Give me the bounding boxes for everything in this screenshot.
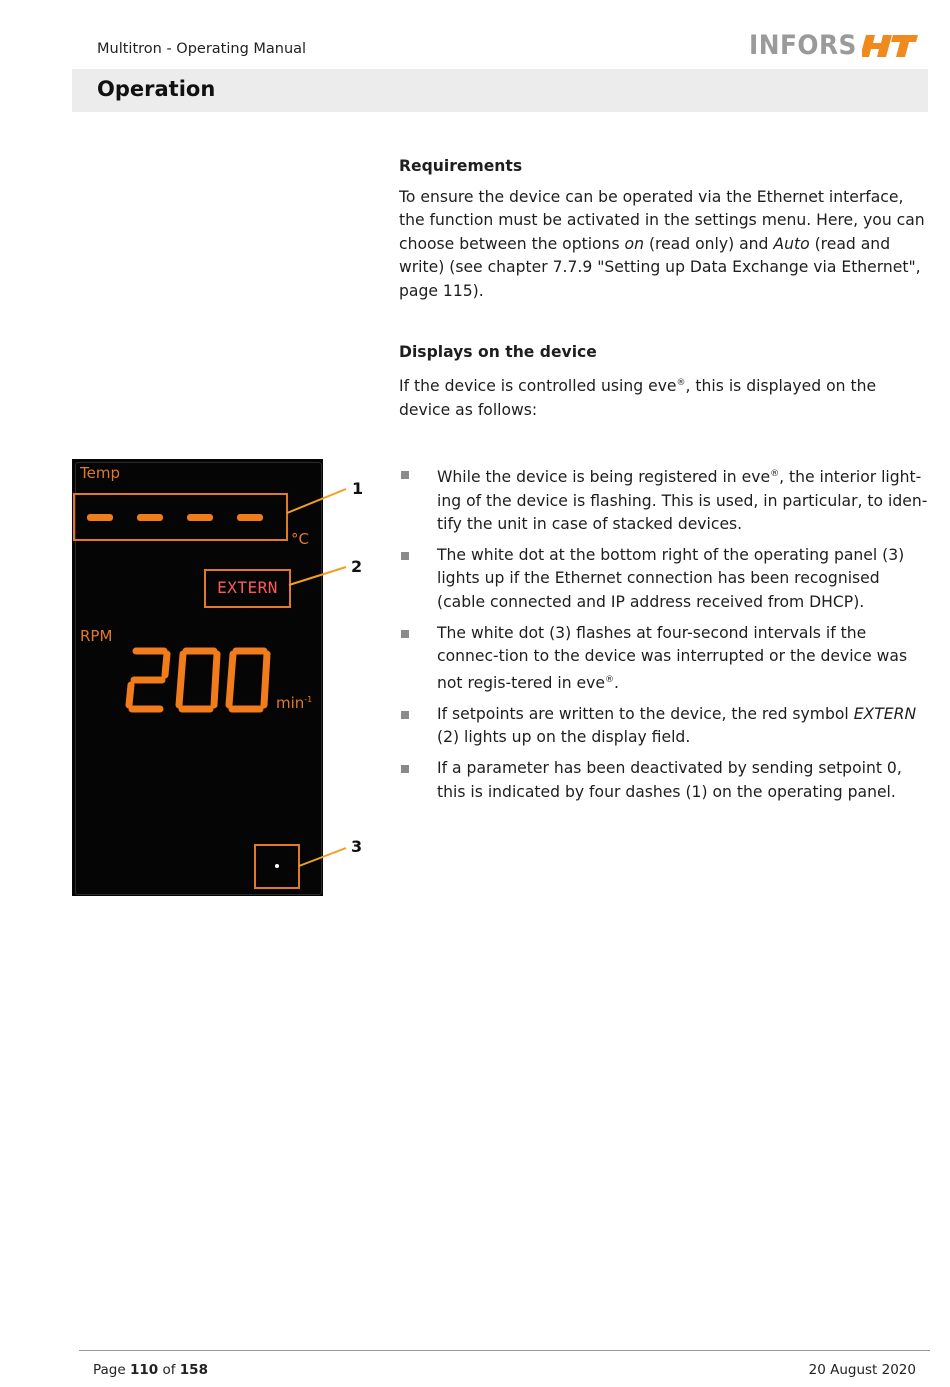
rpm-label: RPM [80, 627, 113, 645]
list-item [399, 757, 929, 804]
temp-unit: °C [291, 530, 309, 548]
rpm-digit-0-second [229, 651, 267, 709]
square-bullet-icon [401, 765, 409, 773]
rpm-unit [276, 694, 312, 712]
displays-heading: Displays on the device [399, 343, 597, 361]
extern-term: EXTERN [853, 704, 917, 723]
temp-display-highlight [73, 493, 288, 541]
extern-symbol: EXTERN [217, 578, 278, 597]
requirements-paragraph [399, 186, 929, 303]
requirements-heading: Requirements [399, 157, 523, 175]
temp-dash-4 [237, 514, 263, 521]
registered-mark: ® [770, 469, 780, 479]
section-header-bar [72, 69, 928, 112]
displays-text-2: , this is displayed on the device as follows: [399, 377, 877, 419]
total-pages: 158 [179, 1362, 208, 1378]
list-item [399, 463, 929, 536]
square-bullet-icon [401, 552, 409, 560]
rpm-unit-exponent: -1 [304, 695, 313, 704]
brand-logo [749, 30, 920, 61]
section-title: Operation [97, 77, 216, 101]
bullet-text: If a parameter has been deactivated by sending setpoint 0, this is indicated by four dashes (1) on the operating panel. [437, 759, 902, 801]
bullet-text: While the device is being registered in eve [437, 468, 771, 487]
page-word: Page [93, 1362, 130, 1378]
brand-wordmark: INFORS [749, 30, 857, 61]
rpm-seven-segment-display [124, 645, 274, 715]
bullet-text: . [613, 673, 619, 692]
rpm-digit-0-first [179, 651, 217, 709]
extern-highlight [204, 569, 291, 608]
temp-label: Temp [80, 464, 120, 482]
option-auto: Auto [773, 234, 810, 253]
displays-text-1: If the device is controlled using eve [399, 377, 677, 396]
rpm-unit-text: min [276, 694, 305, 712]
temp-dash-2 [137, 514, 163, 521]
page-number: 110 [129, 1362, 159, 1378]
rpm-digit-2 [129, 651, 167, 709]
bullet-text: The white dot (3) flashes at four-second intervals if the connec-tion to the device was interrupted or the device was not regis-tered in eve [437, 623, 908, 692]
option-on: on [624, 234, 644, 253]
status-dot-highlight [254, 844, 300, 889]
displays-section [399, 341, 929, 364]
manual-title: Multitron - Operating Manual [97, 41, 307, 57]
temp-dash-1 [87, 514, 113, 521]
footer-divider [79, 1350, 930, 1351]
displays-paragraph [399, 372, 929, 422]
bullet-text: (2) lights up on the display field. [437, 728, 691, 747]
bullet-text: If setpoints are written to the device, the red symbol [437, 704, 854, 723]
registered-mark: ® [604, 674, 614, 685]
callout-number-3: 3 [351, 837, 363, 856]
operating-panel [72, 459, 323, 896]
list-item [399, 703, 929, 750]
registered-mark: ® [676, 378, 686, 388]
requirements-text-1: To ensure the device can be operated via the Ethernet interface, the function must be activated in the settings menu. Here, you can choose between the options [399, 188, 925, 253]
list-item [399, 622, 929, 695]
bullet-text: , the interior light-ing of the device is flashing. This is used, in particular, to iden-tify the unit in case of stacked devices. [437, 468, 928, 533]
brand-ht-mark [862, 33, 920, 59]
bullet-text: The white dot at the bottom right of the operating panel (3) lights up if the Ethernet connection has been recognised (cable connected and IP address received from DHCP). [437, 546, 905, 611]
of-word: of [158, 1362, 180, 1378]
requirements-text-2: (read only) and [643, 234, 774, 253]
page-indicator [93, 1362, 208, 1378]
requirements-text-3: (read and write) (see chapter 7.7.9 "Setting up Data Exchange via Ethernet", page 115). [399, 234, 921, 300]
temp-dash-3 [187, 514, 213, 521]
publication-date: 20 August 2020 [808, 1362, 916, 1378]
callout-number-1: 1 [352, 479, 364, 498]
operating-panel-figure [72, 459, 323, 896]
callout-number-2: 2 [351, 557, 363, 576]
square-bullet-icon [401, 630, 409, 638]
ethernet-status-dot-icon [275, 864, 279, 868]
requirements-section [399, 155, 929, 178]
display-behavior-list [399, 463, 929, 812]
square-bullet-icon [401, 471, 409, 479]
list-item [399, 544, 929, 614]
square-bullet-icon [401, 711, 409, 719]
